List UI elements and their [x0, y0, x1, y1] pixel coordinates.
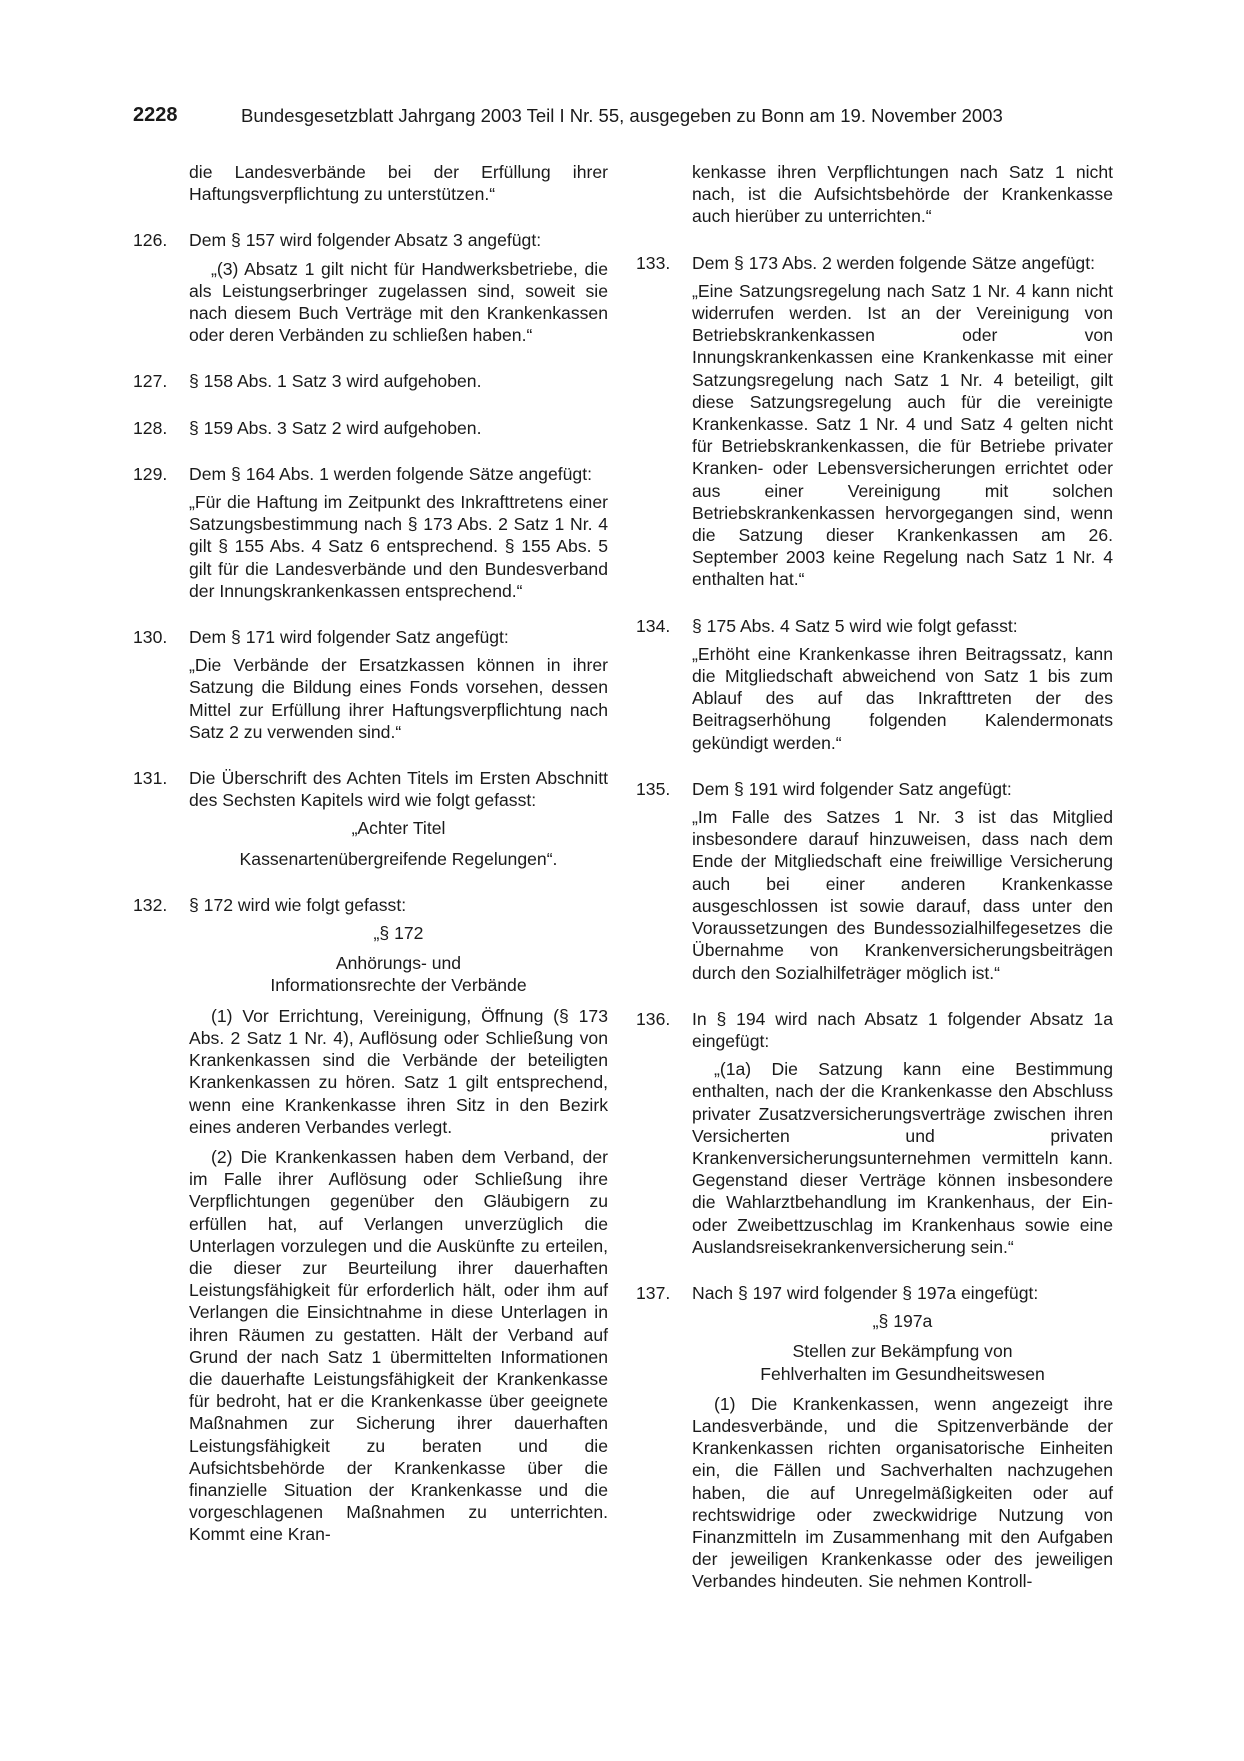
page-number: 2228 — [133, 104, 178, 126]
item-number: 130. — [133, 627, 168, 648]
header-title: Bundesgesetzblatt Jahrgang 2003 Teil I Nr. 55, ausgegeben zu Bonn am 19. November 2003 — [241, 105, 1003, 126]
item-136 — [636, 1008, 1113, 1258]
section-heading: Informationsrechte der Verbände — [270, 975, 527, 996]
title-line: „Achter Titel — [351, 818, 446, 839]
amendment-quote: „Im Falle des Satzes 1 Nr. 3 ist das Mitglied insbesondere darauf hinzuweisen, dass nach dem Ende der Mitgliedschaft eine freiwillige Versicherung auch bei einer anderen Krankenkasse ausgeschlossen ist sowie darauf, dass unter den Voraussetzungen des Bundessozialhilfegesetzes die Übernahme von Krankenversicherungsbeiträgen durch den Sozialhilfeträger möglich ist.“ — [692, 807, 1113, 983]
paragraph: (2) Die Krankenkassen haben dem Verband, der im Falle ihrer Auflösung oder Schließung ihre Verpflichtungen gegenüber den Gläubigern zu erfüllen hat, auf Verlangen unverzüglich die Unterlagen vorzulegen und die Auskünfte zu erteilen, die dieser zur Beurteilung ihrer dauerhaften Leistungsfähigkeit für erforderlich hält, oder ihm auf Verlangen die Einsichtnahme in diese Unterlagen in ihren Räumen zu gestatten. Hält der Verband auf Grund der nach Satz 1 übermittelten Informationen die dauerhafte Leistungsfähigkeit der Krankenkasse für bedroht, hat er die Krankenkasse über geeignete Maßnahmen zur Sicherung ihrer dauerhaften Leistungsfähigkeit zu beraten und die Aufsichtsbehörde der Krankenkasse über die finanzielle Situation der Krankenkasse und die vorgeschlagenen Maßnahmen zu unterrichten. Kommt eine Kran- — [189, 1146, 608, 1545]
item-text: Die Überschrift des Achten Titels im Ersten Abschnitt des Sechsten Kapitels wird wie folgt gefasst: — [189, 768, 608, 811]
item-number: 129. — [133, 463, 168, 484]
item-text: § 158 Abs. 1 Satz 3 wird aufgehoben. — [189, 371, 482, 392]
amendment-quote: „Eine Satzungsregelung nach Satz 1 Nr. 4 kann nicht widerrufen werden. Ist an der Vereinigung von Betriebskrankenkassen oder von Innungskrankenkassen eine Krankenkasse mit einer Satzungsregelung nach Satz 1 Nr. 4 beteiligt, gilt diese Satzungsregelung auch für die vereinigte Krankenkasse. Satz 1 Nr. 4 und Satz 4 gelten nicht für Betriebskrankenkassen, die für Betriebe privater Kranken- oder Lebensversicherungen errichtet oder aus einer Vereinigung mit solchen Betriebskrankenkassen hervorgegangen sind, wenn die Satzung dieser Krankenkassen am 26. September 2003 keine Regelung nach Satz 1 Nr. 4 enthalten hat.“ — [692, 280, 1113, 590]
subtitle-line: Kassenartenübergreifende Regelungen“. — [239, 848, 558, 869]
item-134 — [636, 615, 1113, 754]
item-number: 136. — [636, 1008, 671, 1029]
amendment-quote: „Für die Haftung im Zeitpunkt des Inkrafttretens einer Satzungsbestimmung nach § 173 Abs. 2 Satz 1 Nr. 4 gilt § 155 Abs. 4 Satz 6 entsprechend. § 155 Abs. 5 gilt für die Landesverbände und den Bundesverband der Innungskrankenkassen entsprechend.“ — [189, 492, 608, 601]
section-heading: Fehlverhalten im Gesundheitswesen — [760, 1363, 1045, 1384]
amendment-quote: „(3) Absatz 1 gilt nicht für Handwerksbetriebe, die als Leistungserbringer zugelassen sind, soweit sie nach diesem Buch Verträge mit den Krankenkassen oder deren Verbänden zu schließen haben.“ — [189, 258, 608, 346]
amendment-quote: „Die Verbände der Ersatzkassen können in ihrer Satzung die Bildung eines Fonds vorsehen, dessen Mittel zur Erfüllung ihrer Haftungsverpflichtung nach Satz 2 zu verwenden sind.“ — [189, 655, 608, 742]
item-number: 128. — [133, 417, 168, 438]
item-132 — [133, 894, 608, 1546]
amendment-quote: „(1a) Die Satzung kann eine Bestimmung enthalten, nach der die Krankenkasse den Abschluss privater Zusatzversicherungsverträge zwischen ihren Versicherten und privaten Krankenversicherungsunternehmen vermitteln kann. Gegenstand dieser Verträge können insbesondere die Wahlarztbehandlung im Krankenhaus, der Ein- oder Zweibettzuschlag im Krankenhaus sowie eine Auslandsreisekrankenversicherung sein.“ — [692, 1059, 1113, 1257]
item-text: § 175 Abs. 4 Satz 5 wird wie folgt gefasst: — [692, 615, 1018, 636]
left-column — [133, 161, 608, 1570]
paragraph: (1) Die Krankenkassen, wenn angezeigt ihre Landesverbände, und die Spitzenverbände der Krankenkassen richten organisatorische Einheiten ein, die Fällen und Sachverhalten nachzugehen haben, die auf Unregelmäßigkeiten oder auf rechtswidrige oder zweckwidrige Nutzung von Finanzmitteln im Zusammenhang mit den Aufgaben der jeweiligen Krankenkasse oder des jeweiligen Verbandes hindeuten. Sie nehmen Kontroll- — [692, 1393, 1113, 1592]
item-131 — [133, 767, 608, 870]
item-number: 133. — [636, 252, 671, 273]
item-number: 134. — [636, 615, 671, 636]
paragraph: (1) Vor Errichtung, Vereinigung, Öffnung (§ 173 Abs. 2 Satz 1 Nr. 4), Auflösung oder Schließung von Krankenkassen sind die Verbände der beteiligten Krankenkassen zu hören. Satz 1 gilt entsprechend, wenn eine Krankenkasse ihren Sitz in den Bezirk eines anderen Verbandes verlegt. — [189, 1005, 608, 1137]
item-text: § 172 wird wie folgt gefasst: — [189, 894, 407, 915]
section-number: „§ 172 — [373, 923, 424, 944]
item-126 — [133, 229, 608, 346]
section-number: „§ 197a — [872, 1311, 933, 1332]
item-135 — [636, 778, 1113, 984]
continuation-text: kenkasse ihren Verpflichtungen nach Satz 1 nicht nach, ist die Aufsichtsbehörde der Krankenkasse auch hierüber zu unterrichten.“ — [692, 162, 1113, 227]
item-text: Dem § 164 Abs. 1 werden folgende Sätze angefügt: — [189, 463, 592, 484]
item-number: 135. — [636, 778, 671, 799]
item-number: 127. — [133, 371, 168, 392]
item-text: Dem § 173 Abs. 2 werden folgende Sätze angefügt: — [692, 252, 1095, 273]
page-header — [133, 104, 1113, 134]
continuation-text: die Landesverbände bei der Erfüllung ihrer Haftungsverpflichtung zu unterstützen.“ — [189, 162, 608, 205]
item-128 — [133, 417, 608, 439]
item-137 — [636, 1282, 1113, 1593]
item-number: 126. — [133, 230, 168, 251]
item-number: 137. — [636, 1282, 671, 1303]
amendment-quote: „Erhöht eine Krankenkasse ihren Beitragssatz, kann die Mitgliedschaft abweichend von Satz 1 bis zum Ablauf des auf das Inkrafttreten der des Beitragserhöhung folgenden Kalendermonats gekündigt werden.“ — [692, 643, 1113, 753]
item-number: 131. — [133, 768, 168, 789]
item-text: Nach § 197 wird folgender § 197a eingefügt: — [692, 1282, 1039, 1303]
section-heading: Anhörungs- und — [335, 953, 462, 974]
item-text: In § 194 wird nach Absatz 1 folgender Absatz 1a eingefügt: — [692, 1008, 1113, 1051]
item-number: 132. — [133, 894, 168, 915]
item-text: Dem § 191 wird folgender Satz angefügt: — [692, 778, 1012, 799]
item-text: § 159 Abs. 3 Satz 2 wird aufgehoben. — [189, 417, 482, 438]
item-text: Dem § 157 wird folgender Absatz 3 angefügt: — [189, 230, 542, 251]
item-130 — [133, 626, 608, 743]
item-127 — [133, 370, 608, 392]
item-129 — [133, 463, 608, 602]
item-text: Dem § 171 wird folgender Satz angefügt: — [189, 627, 509, 648]
item-133 — [636, 252, 1113, 591]
right-column — [636, 161, 1113, 1617]
section-heading: Stellen zur Bekämpfung von — [792, 1341, 1013, 1362]
